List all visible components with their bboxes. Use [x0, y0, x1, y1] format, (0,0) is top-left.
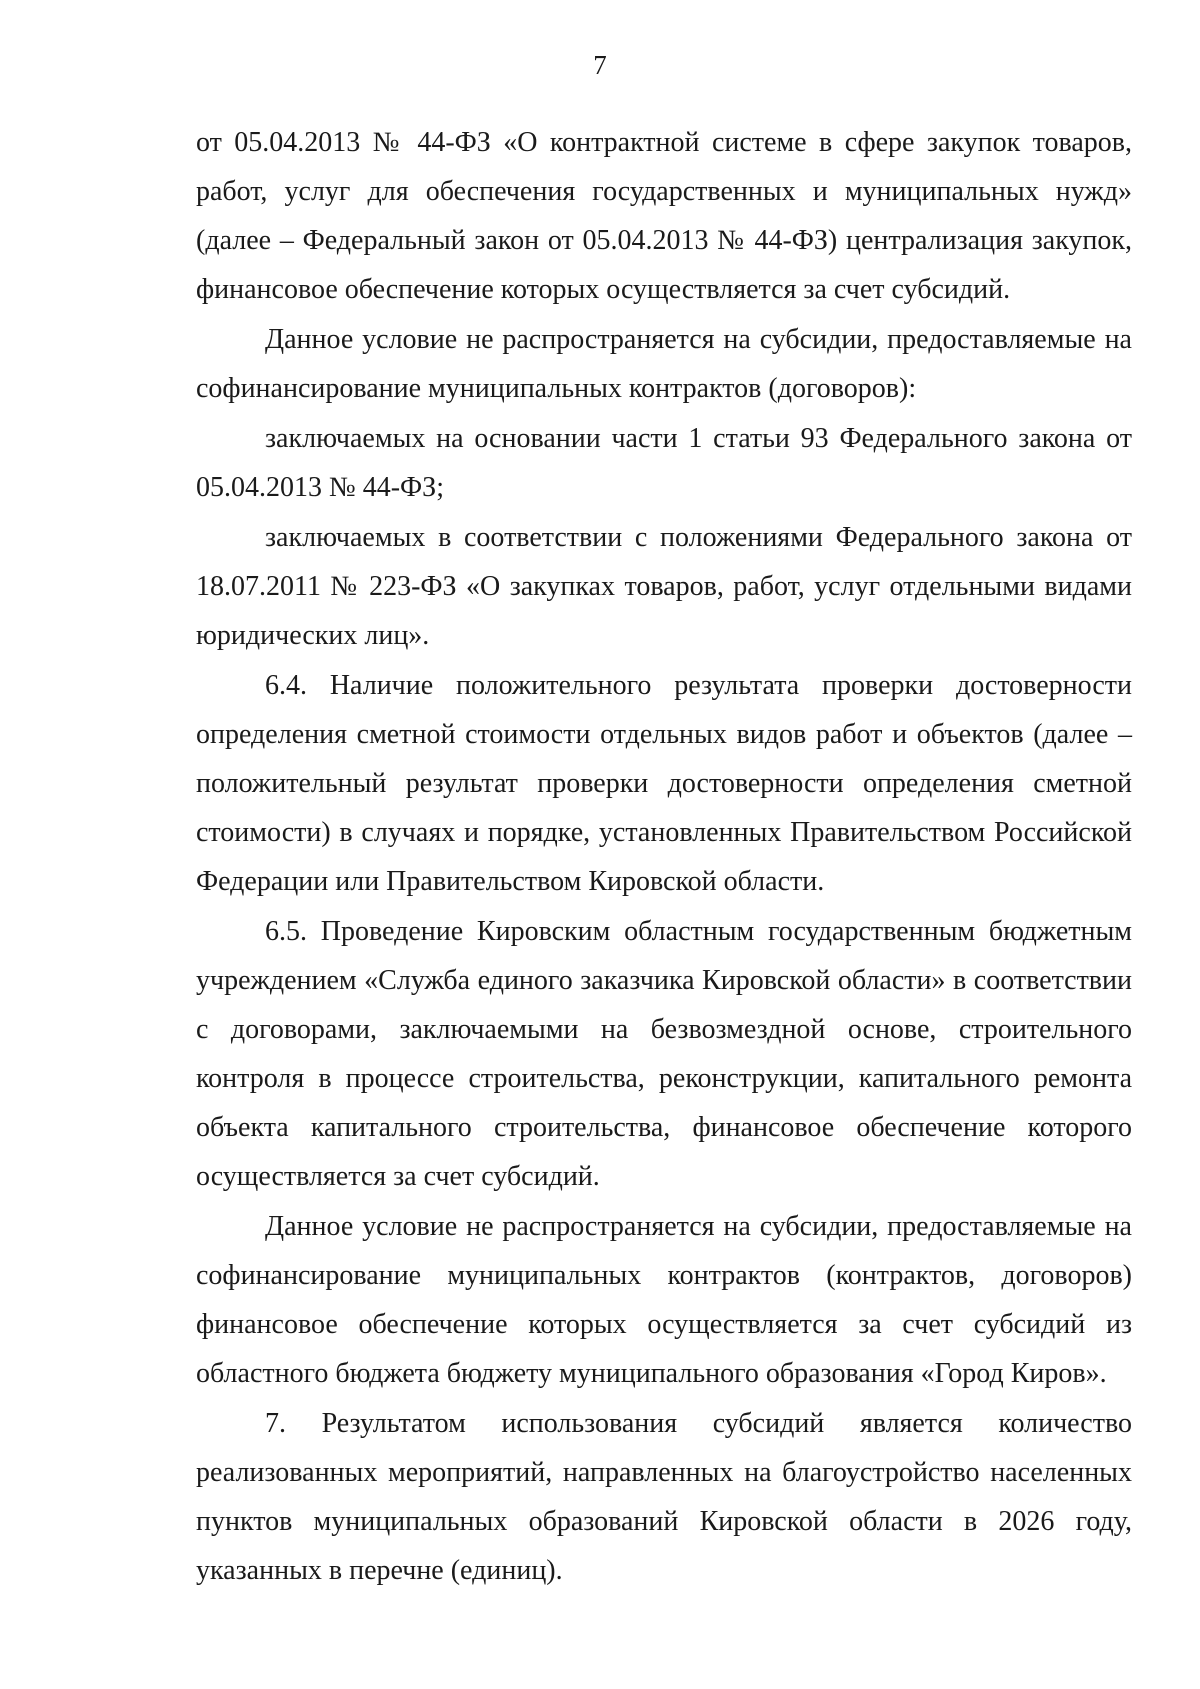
paragraph-exception-item-2: заключаемых в соответствии с положениями Федерального закона от 18.07.2011 № 223-ФЗ «О закупках товаров, работ, услуг отдельными видами юридических лиц».	[196, 522, 1132, 651]
paragraph-exception-item-1: заключаемых на основании части 1 статьи 93 Федерального закона от 05.04.2013 № 44-ФЗ;	[196, 423, 1132, 503]
paragraph-7: 7. Результатом использования субсидий является количество реализованных мероприятий, направленных на благоустройство населенных пунктов муниципальных образований Кировской области в 2026 году, указанных в перечне (единиц).	[196, 1408, 1132, 1586]
paragraph-6-4: 6.4. Наличие положительного результата проверки достоверности определения сметной стоимости отдельных видов работ и объектов (далее – положительный результат проверки достоверности определения сметной стоимости) в случаях и порядке, установленных Правительством Российской Федерации или Правительством Кировской области.	[196, 670, 1132, 897]
paragraph-exception-note-2: Данное условие не распространяется на субсидии, предоставляемые на софинансирование муниципальных контрактов (контрактов, договоров) финансовое обеспечение которых осуществляется за счет субсидий из областного бюджета бюджету муниципального образования «Город Киров».	[196, 1211, 1132, 1389]
paragraph-continuation: от 05.04.2013 № 44-ФЗ «О контрактной системе в сфере закупок товаров, работ, услуг для обеспечения государственных и муниципальных нужд» (далее – Федеральный закон от 05.04.2013 № 44-ФЗ) централизация закупок, финансовое обеспечение которых осуществляется за счет субсидий.	[196, 127, 1132, 305]
page-number: 7	[593, 50, 607, 80]
paragraph-6-5: 6.5. Проведение Кировским областным государственным бюджетным учреждением «Служба единого заказчика Кировской области» в соответствии с договорами, заключаемыми на безвозмездной основе, строительного контроля в процессе строительства, реконструкции, капитального ремонта объекта капитального строительства, финансовое обеспечение которого осуществляется за счет субсидий.	[196, 916, 1132, 1192]
document-body	[196, 118, 1132, 1596]
paragraph-exception-note: Данное условие не распространяется на субсидии, предоставляемые на софинансирование муниципальных контрактов (договоров):	[196, 324, 1132, 404]
